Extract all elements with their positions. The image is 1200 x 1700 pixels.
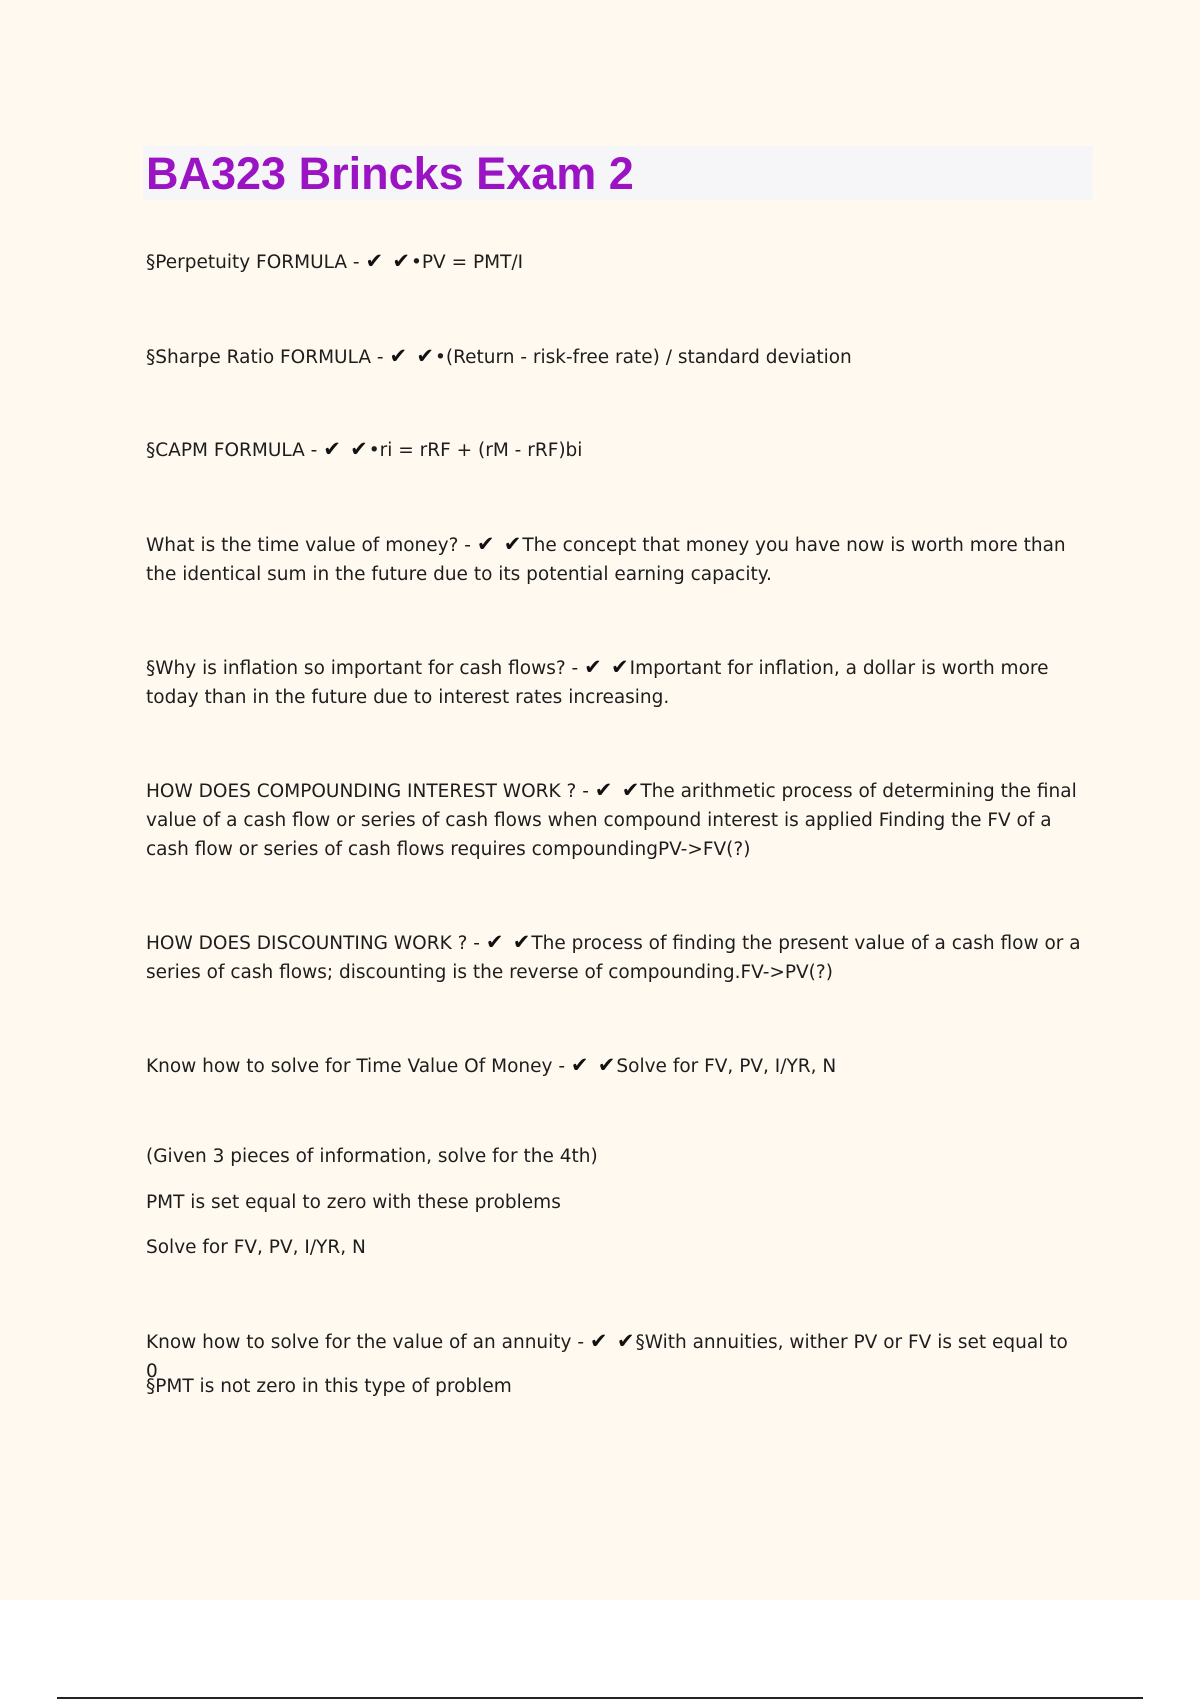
- qa-item-inflation: [146, 653, 1081, 712]
- check-marks-icon: ✔ ✔: [584, 655, 630, 679]
- qa-item-perpetuity: [146, 247, 1081, 277]
- annuity-note: §PMT is not zero in this type of problem: [146, 1376, 512, 1397]
- qa-term: §Perpetuity FORMULA -: [146, 252, 366, 273]
- qa-term: HOW DOES COMPOUNDING INTEREST WORK ? -: [146, 781, 595, 802]
- tvm-note-solve: Solve for FV, PV, I/YR, N: [146, 1237, 366, 1258]
- qa-term: §Why is inflation so important for cash flows? -: [146, 658, 585, 679]
- qa-term: Know how to solve for the value of an annuity -: [146, 1332, 590, 1353]
- check-marks-icon: ✔ ✔: [570, 1053, 617, 1077]
- tvm-note-pmt: PMT is set equal to zero with these problems: [146, 1192, 561, 1213]
- check-marks-icon: ✔ ✔: [323, 437, 369, 461]
- qa-answer: The arithmetic process of determining the final value of a cash flow or series of cash flows when compound interest is applied Finding the FV of a cash flow or series of cash flows requires compoundingPV->FV(?): [146, 781, 1077, 860]
- qa-item-compounding: [146, 776, 1081, 864]
- tvm-note-given: (Given 3 pieces of information, solve for the 4th): [146, 1146, 598, 1167]
- check-marks-icon: ✔ ✔: [365, 249, 411, 273]
- qa-term: What is the time value of money? -: [146, 535, 477, 556]
- qa-answer: •(Return - risk-free rate) / standard deviation: [434, 347, 852, 368]
- qa-term: §CAPM FORMULA -: [146, 440, 324, 461]
- qa-item-tvm-solve: [146, 1051, 1081, 1081]
- qa-answer: •PV = PMT/I: [410, 252, 524, 273]
- check-marks-icon: ✔ ✔: [485, 930, 532, 954]
- check-marks-icon: ✔ ✔: [589, 1329, 636, 1353]
- qa-item-sharpe-ratio: [146, 342, 1081, 372]
- qa-answer: Solve for FV, PV, I/YR, N: [616, 1056, 837, 1077]
- qa-term: HOW DOES DISCOUNTING WORK ? -: [146, 933, 486, 954]
- qa-item-discounting: [146, 928, 1081, 987]
- check-marks-icon: ✔ ✔: [594, 778, 641, 802]
- qa-term: §Sharpe Ratio FORMULA -: [146, 347, 390, 368]
- check-marks-icon: ✔ ✔: [389, 344, 435, 368]
- qa-term: Know how to solve for Time Value Of Money -: [146, 1056, 571, 1077]
- qa-answer: •ri = rRF + (rM - rRF)bi: [368, 440, 583, 461]
- footer-divider: [57, 1697, 1143, 1699]
- qa-answer: The process of finding the present value of a cash flow or a series of cash flows; discounting is the reverse of compounding.FV->PV(?): [146, 933, 1081, 983]
- document-title: BA323 Brincks Exam 2: [146, 148, 634, 199]
- qa-item-capm: [146, 435, 1081, 465]
- check-marks-icon: ✔ ✔: [476, 532, 523, 556]
- qa-answer: §With annuities, wither PV or FV is set equal to 0: [146, 1332, 1068, 1382]
- qa-answer: Important for inflation, a dollar is worth more today than in the future due to interest rates increasing.: [146, 658, 1049, 708]
- qa-answer: The concept that money you have now is worth more than the identical sum in the future due to its potential earning capacity.: [146, 535, 1066, 585]
- qa-item-time-value: [146, 530, 1081, 589]
